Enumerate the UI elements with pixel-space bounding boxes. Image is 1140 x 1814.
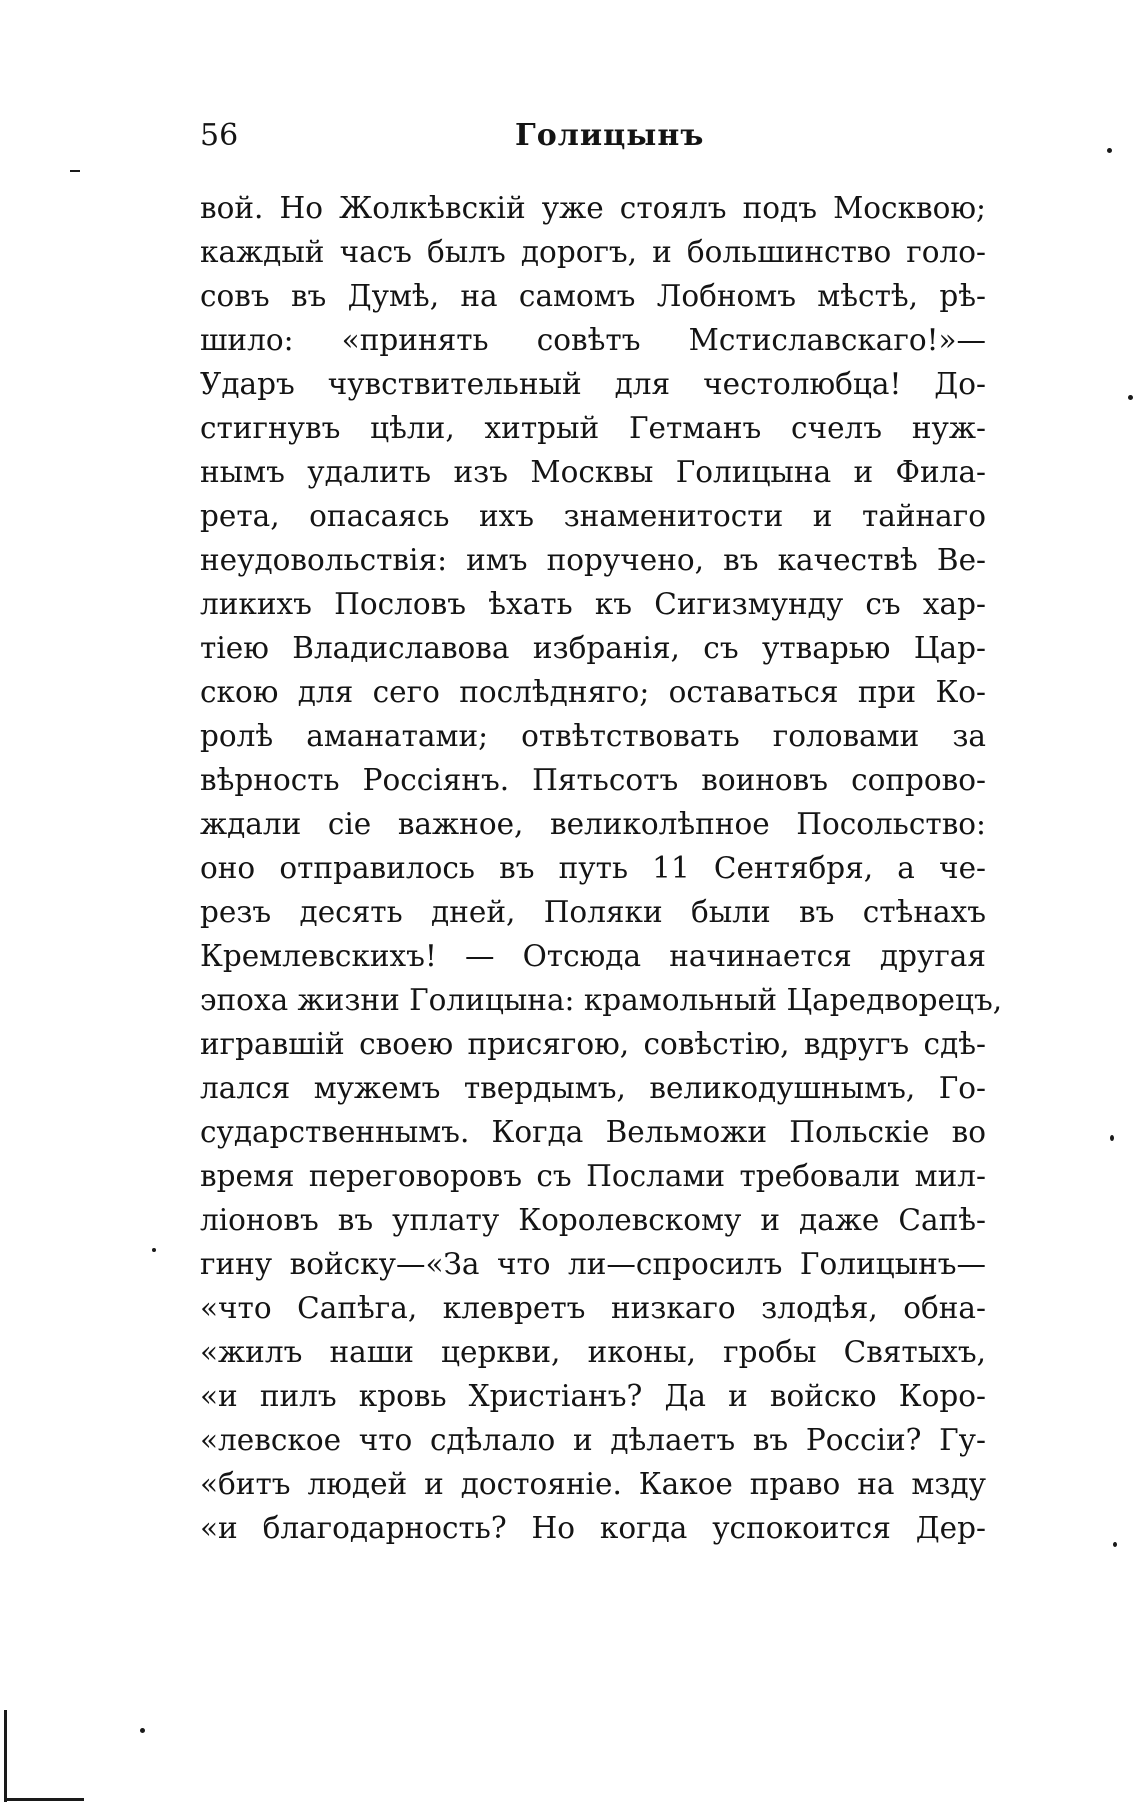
running-title: Голицынъ [515,118,705,153]
scan-speck [1107,148,1112,153]
text-line: неудовольствія: имъ поручено, въ качествѣ Ве- [200,543,986,577]
text-line: Кремлевскихъ! — Отсюда начинается другая [200,939,986,973]
body-text [200,186,1003,1550]
text-line: тіею Владиславова избранія, съ утварью Цар- [200,631,986,665]
text-line: Ударъ чувствительный для честолюбца! До- [200,367,986,401]
text-line: нымъ удалить изъ Москвы Голицына и Фила- [200,455,986,489]
text-line: «жилъ наши церкви, иконы, гробы Святыхъ, [200,1335,986,1369]
text-line: ликихъ Пословъ ѣхать къ Сигизмунду съ хар- [200,587,986,621]
text-line: гину войску—«За что ли—спросилъ Голицынъ— [200,1247,986,1281]
page-number: 56 [200,118,239,153]
scan-corner-mark [4,1710,7,1802]
text-line: стигнувъ цѣли, хитрый Гетманъ счелъ нуж- [200,411,986,445]
text-line: эпоха жизни Голицына: крамольный Царедворецъ, [200,983,1003,1017]
scan-corner-mark [4,1798,84,1801]
text-line: оно отправилось въ путь 11 Сентября, а че- [200,851,986,885]
text-line: «что Сапѣга, клевретъ низкаго злодѣя, обна- [200,1291,986,1325]
text-line: «битъ людей и достояніе. Какое право на мзду [200,1467,986,1501]
scan-speck [1128,395,1133,400]
text-line: каждый часъ былъ дорогъ, и большинство голо- [200,235,986,269]
scan-speck [152,1248,156,1252]
page-header [200,118,986,162]
text-line: «и пилъ кровь Христіанъ? Да и войско Коро- [200,1379,986,1413]
text-line: «и благодарность? Но когда успокоится Дер- [200,1511,986,1545]
text-line: шило: «принять совѣтъ Мстиславскаго!»— [200,323,986,357]
scan-speck [1113,1542,1117,1547]
text-line: рета, опасаясь ихъ знаменитости и тайнаго [200,499,986,533]
text-line: вой. Но Жолкѣвскій уже стоялъ подъ Москвою; [200,191,986,225]
text-line: резъ десять дней, Поляки были въ стѣнахъ [200,895,986,929]
text-line: ліоновъ въ уплату Королевскому и даже Сапѣ- [200,1203,986,1237]
text-line: ролѣ аманатами; отвѣтствовать головами за [200,719,986,753]
scan-speck [1110,1135,1114,1141]
text-line: совъ въ Думѣ, на самомъ Лобномъ мѣстѣ, рѣ- [200,279,986,313]
scan-mark [70,170,80,172]
text-line: лался мужемъ твердымъ, великодушнымъ, Го- [200,1071,986,1105]
text-line: ждали сіе важное, великолѣпное Посольство: [200,807,986,841]
text-line: сударственнымъ. Когда Вельможи Польскіе во [200,1115,986,1149]
text-line: скою для сего послѣдняго; оставаться при Ко- [200,675,986,709]
text-line: вѣрность Россіянъ. Пятьсотъ воиновъ сопрово- [200,763,986,797]
scan-speck [140,1728,145,1733]
text-line: время переговоровъ съ Послами требовали мил- [200,1159,986,1193]
text-line: «левское что сдѣлало и дѣлаетъ въ Россіи? Гу- [200,1423,986,1457]
text-line: игравшій своею присягою, совѣстію, вдругъ сдѣ- [200,1027,986,1061]
